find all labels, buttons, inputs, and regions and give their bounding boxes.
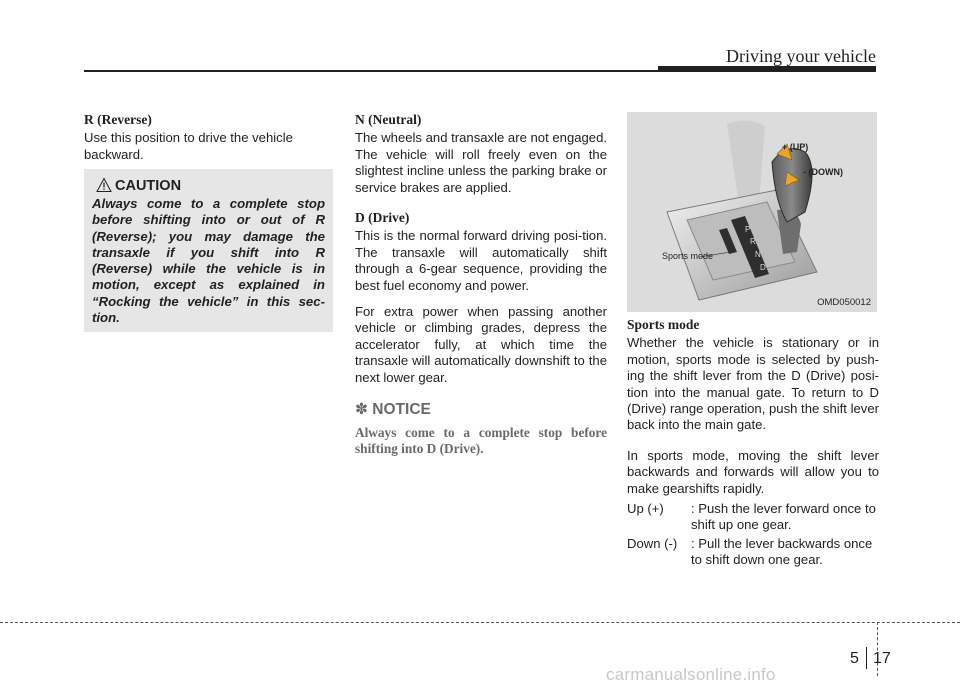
sports-heading: Sports mode	[627, 317, 700, 332]
figure-label-up: + (UP)	[782, 142, 809, 152]
drive-body-2: For extra power when passing another vehicle or climbing grades, depress the accelerator fully, at which time the transaxle will automatically downshift to the next lower gear.	[355, 304, 607, 385]
column-1	[84, 112, 336, 173]
notice-text: Always come to a complete stop before shifting into D (Drive).	[355, 424, 607, 456]
caution-title: CAUTION	[115, 178, 182, 194]
down-shift-text: : Pull the lever backwards once to shift down one gear.	[691, 535, 873, 568]
caution-text: Always come to a complete stop before shifting into or out of R (Reverse); you may damage the transaxle if you shift into R (Reverse) while the vehicle is in motion, except as explained in “Rocking the vehicle” in this sec-tion.	[92, 196, 325, 326]
header-rule	[84, 70, 664, 72]
svg-text:N: N	[755, 250, 761, 259]
chapter-number: 5	[850, 650, 859, 667]
up-shift-key: Up (+)	[627, 501, 664, 517]
figure-label-sports-mode: Sports mode	[662, 251, 714, 261]
footer-crop-line	[0, 622, 960, 623]
caution-box	[84, 169, 333, 332]
sports-body-2: In sports mode, moving the shift lever backwards and forwards will allow you to make gearshifts rapidly.	[627, 447, 879, 496]
down-shift-key: Down (-)	[627, 535, 678, 551]
warning-triangle-icon	[96, 177, 112, 193]
column-3	[627, 317, 879, 569]
header-rule-thick	[658, 66, 876, 72]
svg-text:R: R	[750, 237, 756, 246]
column-2	[355, 112, 607, 457]
svg-text:P: P	[745, 225, 751, 234]
reverse-heading: R (Reverse)	[84, 112, 152, 127]
page-number-separator	[866, 647, 867, 669]
reverse-body: Use this position to drive the vehicle backward.	[84, 130, 293, 162]
sports-body-1: Whether the vehicle is stationary or in motion, sports mode is selected by push-ing the shift lever from the D (Drive) posi-tion into the manual gate. To return to D (Drive) range operation, push the shift lever back into the main gate.	[627, 335, 879, 433]
notice-title: ✽ NOTICE	[355, 401, 431, 419]
running-header: Driving your vehicle	[726, 46, 876, 66]
drive-heading: D (Drive)	[355, 210, 410, 226]
drive-body-1: This is the normal forward driving posi-tion. The transaxle will automatically shift through a 6-gear sequence, providing the best fuel economy and power.	[355, 228, 607, 293]
watermark: carmanualsonline.info	[606, 665, 776, 684]
page-number: 17	[873, 650, 891, 667]
shift-lever-figure	[627, 112, 877, 312]
up-shift-item	[627, 501, 879, 534]
neutral-heading: N (Neutral)	[355, 112, 422, 127]
up-shift-text: : Push the lever forward once to shift up one gear.	[691, 501, 876, 533]
figure-code: OMD050012	[817, 297, 871, 308]
shift-lever-illustration	[627, 112, 877, 312]
svg-text:D: D	[760, 263, 766, 272]
neutral-body: The wheels and transaxle are not engaged. The vehicle will roll freely even on the slightest incline unless the parking brake or service brakes are applied.	[355, 130, 607, 195]
down-shift-item	[627, 536, 879, 569]
figure-label-down: - (DOWN)	[803, 167, 843, 177]
